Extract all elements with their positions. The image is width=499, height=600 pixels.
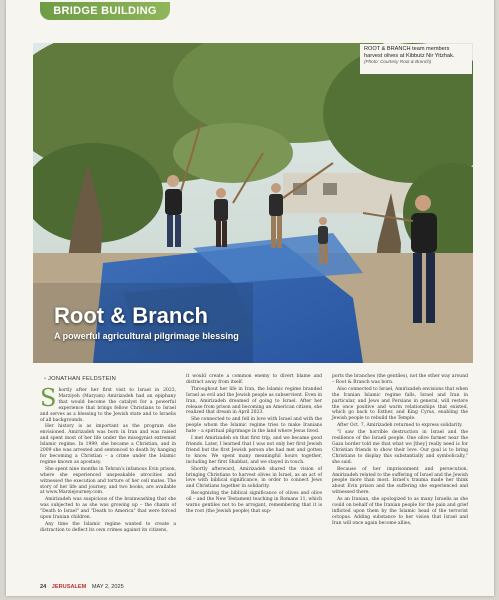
paragraph: Amirizadeh was suspicious of the brainwashing that she was subjected to as she was growing up – the chants of "Death to Israel" and "Death to America" that were forced upon Iranian children.: [40, 497, 176, 521]
masthead-logo: JERUSALEM: [51, 584, 87, 590]
paragraph: Her history is as important as the program she envisioned. Amirizadeh was born in Iran and was raised and spent most of her life under the misogynist extremist Islamic regime. In 1999, she became a Christian, and in 2009 she was arrested and sentenced to death by hanging for becoming a Christian – a crime under the Islamic regime known as apostasy.: [40, 424, 176, 465]
article-column-1: [40, 384, 176, 535]
caption-text: ROOT & BRANCH team members harvest olives at Kibbutz Nir Yitzhak.: [364, 46, 455, 59]
magazine-page: [6, 0, 494, 596]
paragraph: She connected to and fell in love with Israel and with the people whom the Islamic regime tries to make Iranians hate – a spiritual pilgrimage in the land where Jesus lived.: [186, 417, 322, 435]
paragraph: ports the branches (the gentiles), not the other way around – Root & Branch was born.: [332, 374, 468, 385]
author-name: JONATHAN FELDSTEIN: [48, 376, 116, 382]
paragraph: Shortly afterward, Amirizadeh shared the vision of bringing Christians to harvest olives in Israel, as an act of love with biblical significance, in order to connect Jews and Christians together in solidarity.: [186, 466, 322, 490]
photo-caption: [360, 44, 472, 74]
issue-date: MAY 2, 2025: [91, 584, 124, 590]
page-number: 24: [40, 584, 47, 590]
section-tab: BRIDGE BUILDING: [40, 2, 170, 20]
paragraph: After Oct. 7, Amirizadeh returned to express solidarity.: [337, 423, 463, 429]
paragraph: Shortly after her first visit to Israel in 2023, Marziyeh (Maryam) Amirizadeh had an epiphany that would become the catalyst for a powerful experience that brings fellow Christians to Israel and serves as a blessing to the Jewish state and to Israelis of all backgrounds.: [40, 384, 176, 423]
page-footer: [40, 584, 470, 594]
paragraph: I met Amirizadeh on that first trip, and we became good friends. Later, I learned that I was not only her first Jewish friend but the first Jewish person she had met and gotten to know. We spent many meaningful hours together, including her first Shabbat, and we stayed in touch.: [186, 436, 322, 465]
article-column-3: [332, 374, 468, 528]
subheadline: A powerful agricultural pilgrimage blessing: [54, 331, 239, 341]
caption-credit: (Photo: Courtesy Root & Branch): [364, 59, 432, 65]
paragraph: As an Iranian, she apologized to as many Israelis as she could on behalf of the Iranian people for the pain and grief inflicted upon them by the Islamic head of the terrorist octopus. Adding substance to her vision that Israel and Iran will once again become allies,: [332, 497, 468, 526]
paragraph: Throughout her life in Iran, the Islamic regime branded Israel as evil and the Jewish people as subservient. Even in Iran, Amirizadeh dreamed of going to Israel. After her release from prison and becoming an American citizen, she realized that dream in April 2023.: [186, 386, 322, 416]
paragraph: Because of her imprisonment and persecution, Amirizadeh related to the suffering of Israel and the Jewish people more than most. Israel's trauma made her think about Evin prison and the suffering she experienced and witnessed there.: [332, 466, 468, 496]
paragraph: Any time the Islamic regime wanted to create a distraction to deflect its own crimes against its citizens,: [40, 521, 176, 533]
headline: Root & Branch: [54, 303, 208, 328]
paragraph: Also connected to Israel, Amirizadeh envisions that when the Iranian Islamic regime falls, Israel and Iran in particular, and Jews and Persians in general, will restore the once positive and warm relationships that existed, which go back to Esther, and King Cyrus, enabling the Jewish people to rebuild the Temple.: [332, 386, 469, 422]
paragraph: Recognizing the biblical significance of olives and olive oil – and the New Testament teaching in Romans 11, which warns gentiles not to be arrogant, remembering that it is the root (the Jewish people) that sup-: [186, 491, 322, 514]
byline-bullet: •: [44, 376, 47, 382]
drop-cap: S: [40, 384, 57, 412]
paragraph: it would create a common enemy to divert blame and distract away from itself.: [186, 374, 322, 385]
byline: [44, 376, 164, 382]
article-column-2: [186, 374, 322, 516]
paragraph: She spent nine months in Tehran's infamous Evin prison, where she experienced unspeakable atrocities and witnessed the execution and torture of her cell mates. The story of her life and journey, and two books, are available at www.Marziejourney.com.: [40, 466, 176, 496]
paragraph: "I saw the horrible destruction in Israel and the resilience of the Israeli people. One olive farmer near the Gaza border told me that what we [they] really need is for Christian friends to show their love. Our goal is to bring Christians to display this substantially and symbolically," she said.: [332, 430, 468, 465]
